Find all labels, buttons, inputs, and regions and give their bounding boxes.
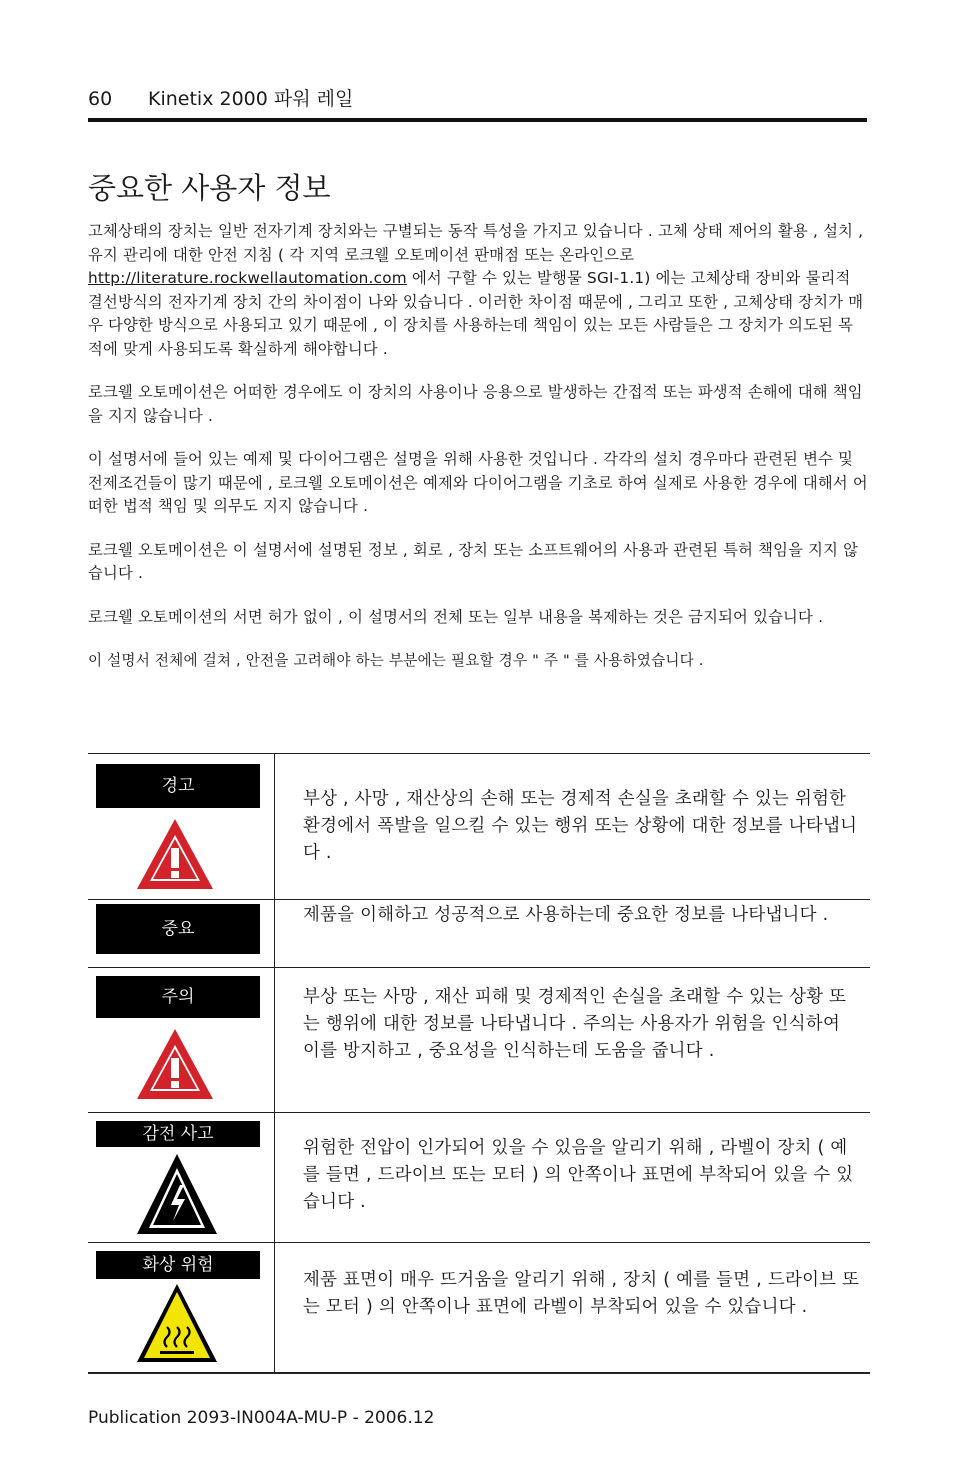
important-text: 제품을 이해하고 성공적으로 사용하는데 중요한 정보를 나타냅니다 . <box>303 905 829 925</box>
shock-label: 감전 사고 <box>96 1121 260 1147</box>
paragraph-6: 이 설명서 전체에 걸쳐 , 안전을 고려해야 하는 부분에는 필요할 경우 " 주 " 를 사용하였습니다 . <box>88 652 704 669</box>
paragraph-3: 이 설명서에 들어 있는 예제 및 다이어그램은 설명을 위해 사용한 것입니다 . 각각의 설치 경우마다 관련된 변수 및 전제조건들이 많기 때문에 , 로크웰 오토메이션은 예제와 다이어그램을 기초로 하여 실제로 사용한 경우에 대해서 어떠한 법적 책임 및 의무도 지지 않습니다 . <box>88 450 868 515</box>
literature-link[interactable]: http://literature.rockwellautomation.com <box>88 269 407 287</box>
burn-label: 화상 위험 <box>96 1251 260 1279</box>
notice-row-important <box>88 900 870 968</box>
important-label: 중요 <box>96 904 260 954</box>
notice-row-caution <box>88 968 870 1113</box>
hot-surface-icon <box>134 1281 218 1369</box>
warning-label: 경고 <box>96 764 260 808</box>
paragraph-5: 로크웰 오토메이션의 서면 허가 없이 , 이 설명서의 전체 또는 일부 내용을 복제하는 것은 금지되어 있습니다 . <box>88 607 824 626</box>
page-number: 60 <box>88 88 113 110</box>
header-rule <box>88 118 867 122</box>
warning-text: 부상 , 사망 , 재산상의 손해 또는 경제적 손실을 초래할 수 있는 위험한 환경에서 폭발을 일으킬 수 있는 행위 또는 상황에 대한 정보를 나타냅니다 . <box>303 789 858 863</box>
caution-label: 주의 <box>96 976 260 1018</box>
page-title: 중요한 사용자 정보 <box>88 171 331 205</box>
caution-triangle-icon <box>134 1026 218 1106</box>
caution-text: 부상 또는 사망 , 재산 피해 및 경제적인 손실을 초래할 수 있는 상황 또는 행위에 대한 정보를 나타냅니다 . 주의는 사용자가 위험을 인식하여 이를 방지하고 , 중요성을 인식하는데 도움을 줍니다 . <box>303 987 847 1061</box>
safety-notices-table <box>88 753 870 1374</box>
notice-row-warning <box>88 754 870 900</box>
paragraph-4: 로크웰 오토메이션은 이 설명서에 설명된 정보 , 회로 , 장치 또는 소프트웨어의 사용과 관련된 특허 책임을 지지 않습니다 . <box>88 540 859 582</box>
electrical-shock-icon <box>134 1151 218 1241</box>
burn-text: 제품 표면이 매우 뜨거움을 알리기 위해 , 장치 ( 예를 들면 , 드라이브 또는 모터 ) 의 안쪽이나 표면에 라벨이 부착되어 있을 수 있습니다 . <box>303 1270 860 1317</box>
header-title: Kinetix 2000 파워 레일 <box>148 88 354 110</box>
paragraph-2: 로크웰 오토메이션은 어떠한 경우에도 이 장치의 사용이나 응용으로 발생하는 간접적 또는 파생적 손해에 대해 책임을 지지 않습니다 . <box>88 383 863 425</box>
paragraph-1: 고체상태의 장치는 일반 전자기계 장치와는 구별되는 동작 특성을 가지고 있습니다 . 고체 상태 제어의 활용 , 설치 , 유지 관리에 대한 안전 지침 ( 각 지역 로크웰 오토메이션 판매점 또는 온라인으로 http://literature.rockwellautomation.com 에서 구할 수 있는 발행물 SGI-1.1) 에는 고체상태 장비와 물리적 결선방식의 전자기계 장치 간의 차이점이 나와 있습니다 . 이러한 차이점 때문에 , 그리고 또한 , 고체상태 장치가 매우 다양한 방식으로 사용되고 있기 때문에 , 이 장치를 사용하는데 책임이 있는 모든 사람들은 그 장치가 의도된 목적에 맞게 사용되도록 확실하게 해야합니다 . <box>88 222 864 358</box>
shock-text: 위험한 전압이 인가되어 있을 수 있음을 알리기 위해 , 라벨이 장치 ( 예를 들면 , 드라이브 또는 모터 ) 의 안쪽이나 표면에 부착되어 있을 수 있습니다 . <box>303 1138 854 1212</box>
warning-triangle-icon <box>134 816 218 896</box>
body-text <box>88 220 868 693</box>
page-header <box>88 84 866 111</box>
notice-row-burn <box>88 1243 870 1373</box>
notice-row-shock <box>88 1113 870 1243</box>
publication-footer: Publication 2093-IN004A-MU-P - 2006.12 <box>88 1408 435 1428</box>
